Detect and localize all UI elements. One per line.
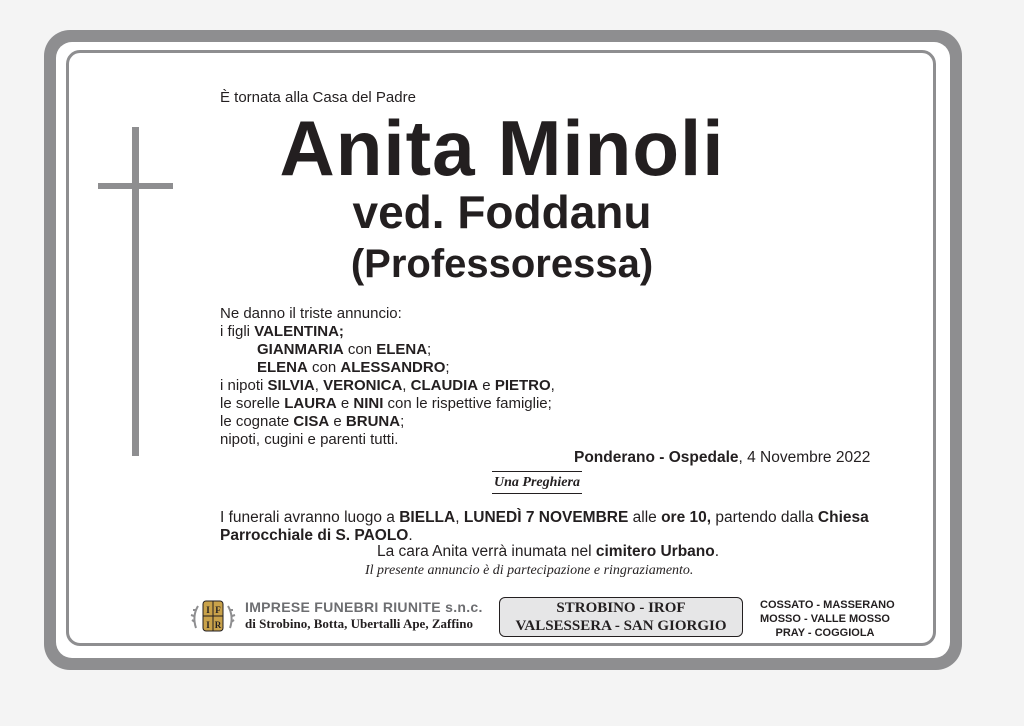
ifr-logo-icon [190, 598, 236, 634]
prayer-label: Una Preghiera [492, 471, 582, 494]
logo-letter: R [214, 620, 222, 630]
funeral-details: I funerali avranno luogo a BIELLA, LUNEDÌ 7 NOVEMBRE alle ore 10, partendo dalla Chiesa Parrocchiale di S. PAOLO. [220, 509, 869, 544]
children-line: i figli VALENTINA; [220, 323, 344, 340]
thanks-note: Il presente annuncio è di partecipazione e ringraziamento. [365, 563, 694, 578]
location-line: MOSSO - VALLE MOSSO [760, 613, 890, 625]
location-line: PRAY - COGGIOLA [775, 627, 875, 639]
place-date: Ponderano - Ospedale, 4 Novembre 2022 [574, 449, 871, 466]
branch-line-1: STROBINO - IROF [556, 600, 686, 616]
sisters-line: le sorelle LAURA e NINI con le rispettive famiglie; [220, 395, 552, 412]
branch-line-2: VALSESSERA - SAN GIORGIO [515, 618, 727, 634]
sisters-in-law-line: le cognate CISA e BRUNA; [220, 413, 405, 430]
widow-of: ved. Foddanu [352, 186, 652, 238]
announcement-line: Ne danno il triste annuncio: [220, 305, 402, 322]
children-line: GIANMARIA con ELENA; [257, 341, 432, 358]
logo-letter: F [215, 605, 221, 615]
announcement [220, 305, 555, 449]
deceased-name: Anita Minoli [279, 104, 725, 192]
children-line: ELENA con ALESSANDRO; [257, 359, 450, 376]
intro-text: È tornata alla Casa del Padre [220, 89, 416, 106]
location-line: COSSATO - MASSERANO [760, 599, 895, 611]
grandchildren-line: i nipoti SILVIA, VERONICA, CLAUDIA e PIETRO, [220, 377, 555, 394]
company-name: IMPRESE FUNEBRI RIUNITE s.n.c. [245, 599, 483, 615]
logo-letter: I [206, 605, 210, 615]
professional-title: (Professoressa) [350, 242, 654, 286]
relatives-line: nipoti, cugini e parenti tutti. [220, 431, 399, 448]
company-subtitle: di Strobino, Botta, Ubertalli Ape, Zaffino [245, 616, 474, 631]
burial-details: La cara Anita verrà inumata nel cimitero Urbano. [377, 543, 720, 560]
logo-letter: I [206, 620, 210, 630]
